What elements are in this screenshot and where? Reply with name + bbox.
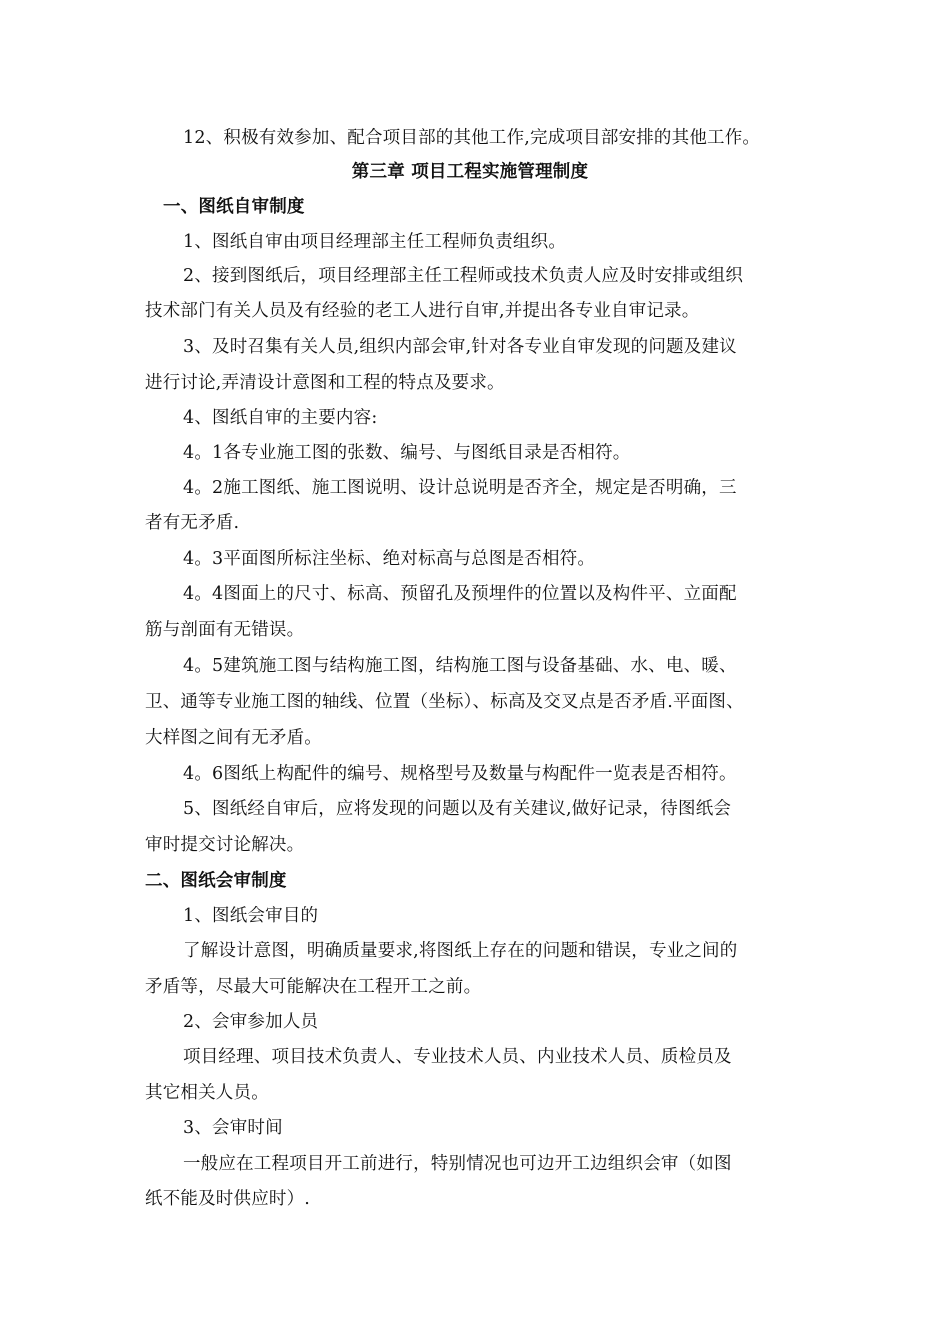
paragraph-line: 3、会审时间 [183,1118,283,1138]
paragraph-line: 了解设计意图，明确质量要求,将图纸上存在的问题和错误，专业之间的 [183,941,738,961]
paragraph-line: 3、及时召集有关人员,组织内部会审,针对各专业自审发现的问题及建议 [183,337,737,357]
paragraph-line: 12、积极有效参加、配合项目部的其他工作,完成项目部安排的其他工作。 [183,128,761,148]
paragraph-line: 4。4图面上的尺寸、标高、预留孔及预埋件的位置以及构件平、立面配 [183,584,737,604]
paragraph-line: 纸不能及时供应时）. [145,1189,311,1209]
paragraph-line: 4。2施工图纸、施工图说明、设计总说明是否齐全，规定是否明确，三 [183,478,737,498]
section-heading: 一、图纸自审制度 [163,197,305,217]
paragraph-line: 1、图纸会审目的 [183,906,319,926]
paragraph-line: 4、图纸自审的主要内容: [183,408,378,428]
chapter-title: 第三章 项目工程实施管理制度 [351,162,589,182]
paragraph-line: 者有无矛盾. [145,513,240,533]
paragraph-line: 审时提交讨论解决。 [145,835,305,855]
paragraph-line: 一般应在工程项目开工前进行，特别情况也可边开工边组织会审（如图 [183,1154,732,1174]
paragraph-line: 4。1各专业施工图的张数、编号、与图纸目录是否相符。 [183,443,631,463]
paragraph-line: 2、会审参加人员 [183,1012,319,1032]
paragraph-line: 技术部门有关人员及有经验的老工人进行自审,并提出各专业自审记录。 [145,301,700,321]
paragraph-line: 1、图纸自审由项目经理部主任工程师负责组织。 [183,232,567,252]
paragraph-line: 4。6图纸上构配件的编号、规格型号及数量与构配件一览表是否相符。 [183,764,737,784]
paragraph-line: 4。3平面图所标注坐标、绝对标高与总图是否相符。 [183,549,596,569]
paragraph-line: 项目经理、项目技术负责人、专业技术人员、内业技术人员、质检员及 [183,1047,732,1067]
paragraph-line: 其它相关人员。 [145,1083,269,1103]
paragraph-line: 矛盾等，尽最大可能解决在工程开工之前。 [145,977,482,997]
paragraph-line: 5、图纸经自审后，应将发现的问题以及有关建议,做好记录，待图纸会 [183,799,732,819]
paragraph-line: 进行讨论,弄清设计意图和工程的特点及要求。 [145,373,505,393]
paragraph-line: 2、接到图纸后，项目经理部主任工程师或技术负责人应及时安排或组织 [183,266,744,286]
paragraph-line: 4。5建筑施工图与结构施工图，结构施工图与设备基础、水、电、暖、 [183,656,737,676]
section-heading: 二、图纸会审制度 [145,871,287,891]
paragraph-line: 筋与剖面有无错误。 [145,620,305,640]
paragraph-line: 大样图之间有无矛盾。 [145,728,322,748]
paragraph-line: 卫、通等专业施工图的轴线、位置（坐标）、标高及交叉点是否矛盾.平面图、 [145,692,744,712]
